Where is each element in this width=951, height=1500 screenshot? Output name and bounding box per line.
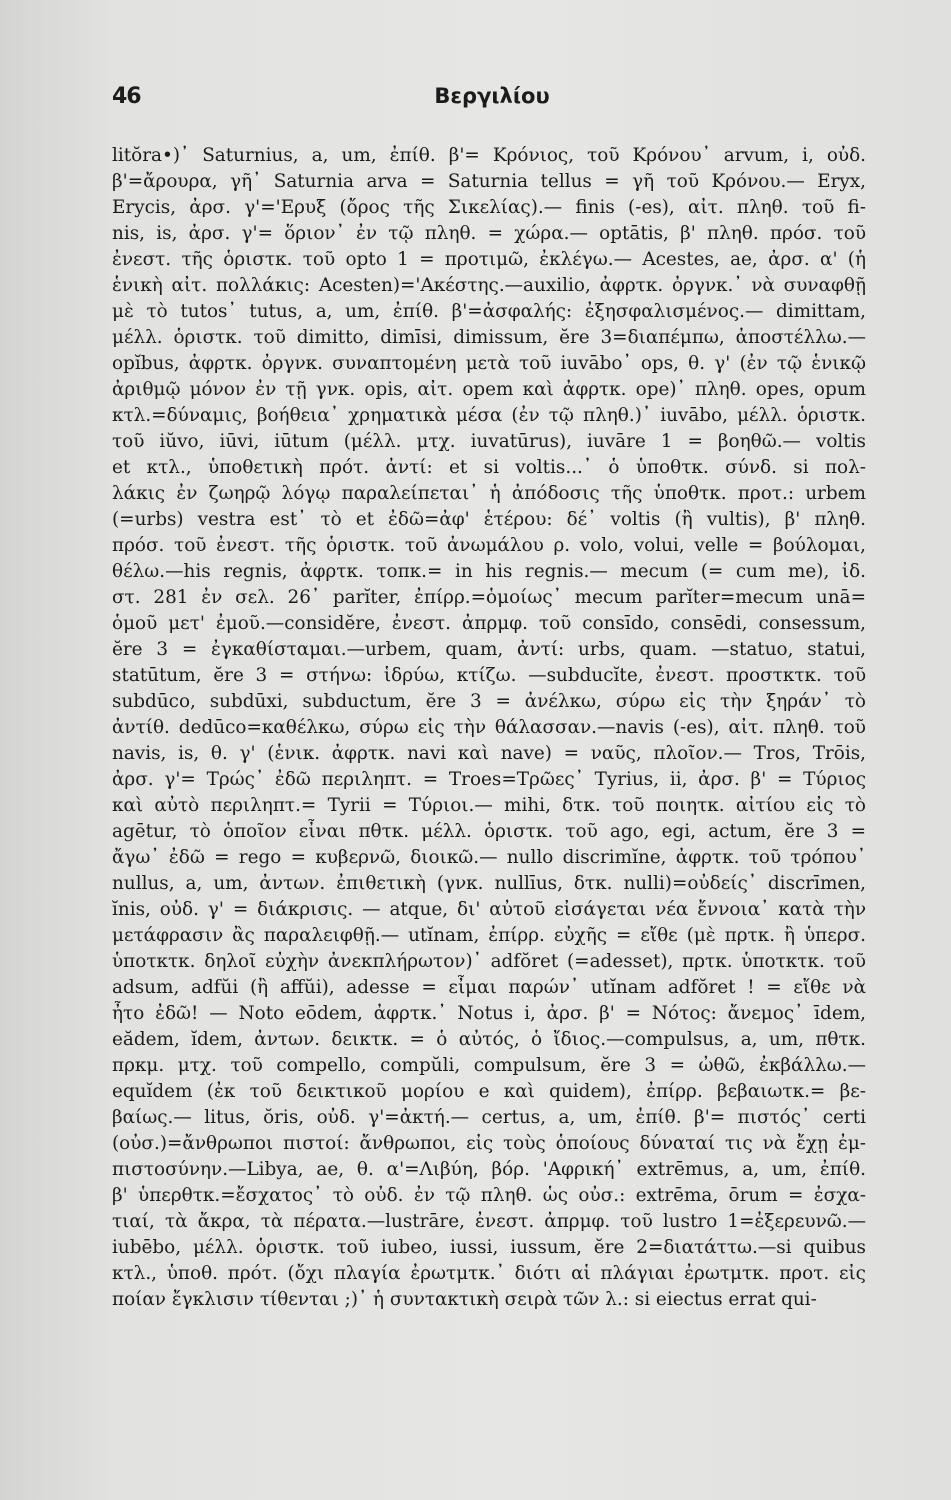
text-line: ἑνικὴ αἰτ. πολλάκις: Acesten)='Ακέστης.—auxilio, ἀφρτκ. ὀργνκ.᾿ νὰ συναφθῇ <box>112 275 866 296</box>
text-line: θέλω.—his regnis, ἀφρτκ. τοπκ.= in his regnis.— mecum (= cum me), ἰδ. <box>112 561 866 582</box>
text-line: λάκις ἐν ζωηρῷ λόγῳ παραλείπεται᾿ ἡ ἀπόδοσις τῆς ὑποθτκ. προτ.: urbem <box>112 483 866 504</box>
text-line: πρκμ. μτχ. τοῦ compello, compŭli, compulsum, ĕre 3 = ὠθῶ, ἐκβάλλω.— <box>112 1055 866 1076</box>
page-number: 46 <box>112 84 141 109</box>
text-line: navis, is, θ. γ' (ἑνικ. ἀφρτκ. navi καὶ nave) = ναῦς, πλοῖον.— Tros, Trōis, <box>112 743 866 764</box>
text-line: ποίαν ἔγκλισιν τίθενται ;)᾿ ἡ συντακτικὴ σειρὰ τῶν λ.: si eiectus errat qui- <box>112 1289 817 1310</box>
text-line: ἀντίθ. dedūco=καθέλκω, σύρω εἰς τὴν θάλασσαν.—navis (-es), αἰτ. πληθ. τοῦ <box>112 717 866 738</box>
text-line: opĭbus, ἀφρτκ. ὀργνκ. συναπτομένη μετὰ τοῦ iuvābo᾿ ops, θ. γ' (ἐν τῷ ἑνικῷ <box>112 353 866 374</box>
text-line: ὑποτκτκ. δηλοῖ εὐχὴν ἀνεκπλήρωτον)᾿ adfŏret (=adesset), πρτκ. ὑποτκτκ. τοῦ <box>112 951 866 972</box>
text-line: ἀρσ. γ'= Τρώς᾿ ἐδῶ περιληπτ. = Troes=Τρῶες᾿ Tyrius, ii, ἀρσ. β' = Τύριος <box>112 769 866 790</box>
text-line: τιαί, τὰ ἄκρα, τὰ πέρατα.—lustrāre, ἐνεστ. ἀπρμφ. τοῦ lustro 1=ἐξερευνῶ.— <box>112 1211 866 1232</box>
text-line: (οὐσ.)=ἄνθρωποι πιστοί: ἄνθρωποι, εἰς τοὺς ὁποίους δύναταί τις νὰ ἔχῃ ἐμ- <box>112 1133 866 1154</box>
text-line: μὲ τὸ tutos᾿ tutus, a, um, ἐπίθ. β'=ἀσφαλής: ἐξησφαλισμένος.— dimittam, <box>112 301 866 322</box>
text-line: πρόσ. τοῦ ἐνεστ. τῆς ὁριστκ. τοῦ ἀνωμάλου ρ. volo, volui, velle = βούλομαι, <box>112 535 866 556</box>
text-line: στ. 281 ἐν σελ. 26᾿ parĭter, ἐπίρρ.=ὁμοίως᾿ mecum parĭter=mecum unā= <box>112 587 866 608</box>
running-title: Βεργιλίου <box>434 84 550 108</box>
text-line: ĭnis, οὐδ. γ' = διάκρισις. — atque, δι' αὐτοῦ εἰσάγεται νέα ἔννοια᾿ κατὰ τὴν <box>112 899 866 920</box>
text-line: ὁμοῦ μετ' ἐμοῦ.—considĕre, ἐνεστ. ἀπρμφ. τοῦ consīdo, consēdi, consessum, <box>112 613 866 634</box>
text-line: Erycis, ἀρσ. γ'='Ερυξ (ὄρος τῆς Σικελίας).— finis (-es), αἰτ. πληθ. τοῦ fi- <box>112 197 866 218</box>
text-line: equĭdem (ἐκ τοῦ δεικτικοῦ μορίου e καὶ quidem), ἐπίρρ. βεβαιωτκ.= βε- <box>112 1081 866 1102</box>
text-line: eădem, ĭdem, ἀντων. δεικτκ. = ὁ αὐτός, ὁ ἴδιος.—compulsus, a, um, πθτκ. <box>112 1029 866 1050</box>
text-line: πιστοσύνην.—Libya, ae, θ. α'=Λιβύη, βόρ. 'Αφρική᾿ extrēmus, a, um, ἐπίθ. <box>112 1159 866 1180</box>
text-line: κτλ., ὑποθ. πρότ. (ὄχι πλαγία ἐρωτμτκ.᾿ διότι αἱ πλάγιαι ἐρωτμτκ. προτ. εἰς <box>112 1263 866 1284</box>
page-header <box>112 84 872 114</box>
text-line: statūtum, ĕre 3 = στήνω: ἱδρύω, κτίζω. —subducĭte, ἐνεστ. προστκτκ. τοῦ <box>112 665 866 686</box>
text-line: (=urbs) vestra est᾿ τὸ et ἐδῶ=ἀφ' ἑτέρου: δέ᾿ voltis (ἢ vultis), β' πληθ. <box>112 509 866 530</box>
commentary-text <box>112 143 866 1313</box>
text-line: et κτλ., ὑποθετικὴ πρότ. ἀντί: et si voltis...᾿ ὁ ὑποθτκ. σύνδ. si πολ- <box>112 457 866 478</box>
text-line: κτλ.=δύναμις, βοήθεια᾿ χρηματικὰ μέσα (ἐν τῷ πληθ.)᾿ iuvābo, μέλλ. ὁριστκ. <box>112 405 866 426</box>
text-line: β' ὑπερθτκ.=ἔσχατος᾿ τὸ οὐδ. ἐν τῷ πληθ. ὡς οὐσ.: extrēma, ōrum = ἐσχα- <box>112 1185 866 1206</box>
text-line: litŏra•)᾿ Saturnius, a, um, ἐπίθ. β'= Κρόνιος, τοῦ Κρόνου᾿ arvum, i, οὐδ. <box>112 145 866 166</box>
text-line: ĕre 3 = ἐγκαθίσταμαι.—urbem, quam, ἀντί: urbs, quam. —statuo, statui, <box>112 639 866 660</box>
text-line: nullus, a, um, ἀντων. ἐπιθετικὴ (γνκ. nullīus, δτκ. nulli)=οὐδείς᾿ discrīmen, <box>112 873 866 894</box>
text-line: μετάφρασιν ἂς παραλειφθῇ.— utĭnam, ἐπίρρ. εὐχῆς = εἴθε (μὲ πρτκ. ἢ ὑπερσ. <box>112 925 866 946</box>
text-line: ἄγω᾿ ἐδῶ = rego = κυβερνῶ, διοικῶ.— nullo discrimĭne, ἀφρτκ. τοῦ τρόπου᾿ <box>112 847 866 868</box>
text-line: β'=ἄρουρα, γῆ᾿ Saturnia arva = Saturnia tellus = γῆ τοῦ Κρόνου.— Eryx, <box>112 171 866 192</box>
text-line: τοῦ iŭvo, iūvi, iūtum (μέλλ. μτχ. iuvatūrus), iuvāre 1 = βοηθῶ.— voltis <box>112 431 866 452</box>
text-line: nis, is, ἀρσ. γ'= ὅριον᾿ ἐν τῷ πληθ. = χώρα.— optātis, β' πληθ. πρόσ. τοῦ <box>112 223 866 244</box>
text-line: ἦτο ἐδῶ! — Noto eōdem, ἀφρτκ.᾿ Notus i, ἀρσ. β' = Νότος: ἄνεμος᾿ īdem, <box>112 1003 866 1024</box>
text-line: iubēbo, μέλλ. ὁριστκ. τοῦ iubeo, iussi, iussum, ĕre 2=διατάττω.—si quibus <box>112 1237 866 1258</box>
text-line: βαίως.— litus, ŏris, οὐδ. γ'=ἀκτή.— certus, a, um, ἐπίθ. β'= πιστός᾿ certi <box>112 1107 866 1128</box>
text-line: agētur, τὸ ὁποῖον εἶναι πθτκ. μέλλ. ὁριστκ. τοῦ ago, egi, actum, ĕre 3 = <box>112 821 866 842</box>
text-line: ἐνεστ. τῆς ὁριστκ. τοῦ opto 1 = προτιμῶ, ἐκλέγω.— Acestes, ae, ἀρσ. α' (ἡ <box>112 249 866 270</box>
text-line: μέλλ. ὁριστκ. τοῦ dimitto, dimīsi, dimissum, ĕre 3=διαπέμπω, ἀποστέλλω.— <box>112 327 866 348</box>
text-line: καὶ αὐτὸ περιληπτ.= Tyrii = Τύριοι.— mihi, δτκ. τοῦ ποιητκ. αἰτίου εἰς τὸ <box>112 795 866 816</box>
text-line: adsum, adfŭi (ἢ affŭi), adesse = εἶμαι παρών᾿ utĭnam adfŏret ! = εἴθε νὰ <box>112 977 866 998</box>
text-line: ἀριθμῷ μόνον ἐν τῇ γνκ. opis, αἰτ. opem καὶ ἀφρτκ. ope)᾿ πληθ. opes, opum <box>112 379 866 400</box>
text-line: subdūco, subdūxi, subductum, ĕre 3 = ἀνέλκω, σύρω εἰς τὴν ξηράν᾿ τὸ <box>112 691 866 712</box>
